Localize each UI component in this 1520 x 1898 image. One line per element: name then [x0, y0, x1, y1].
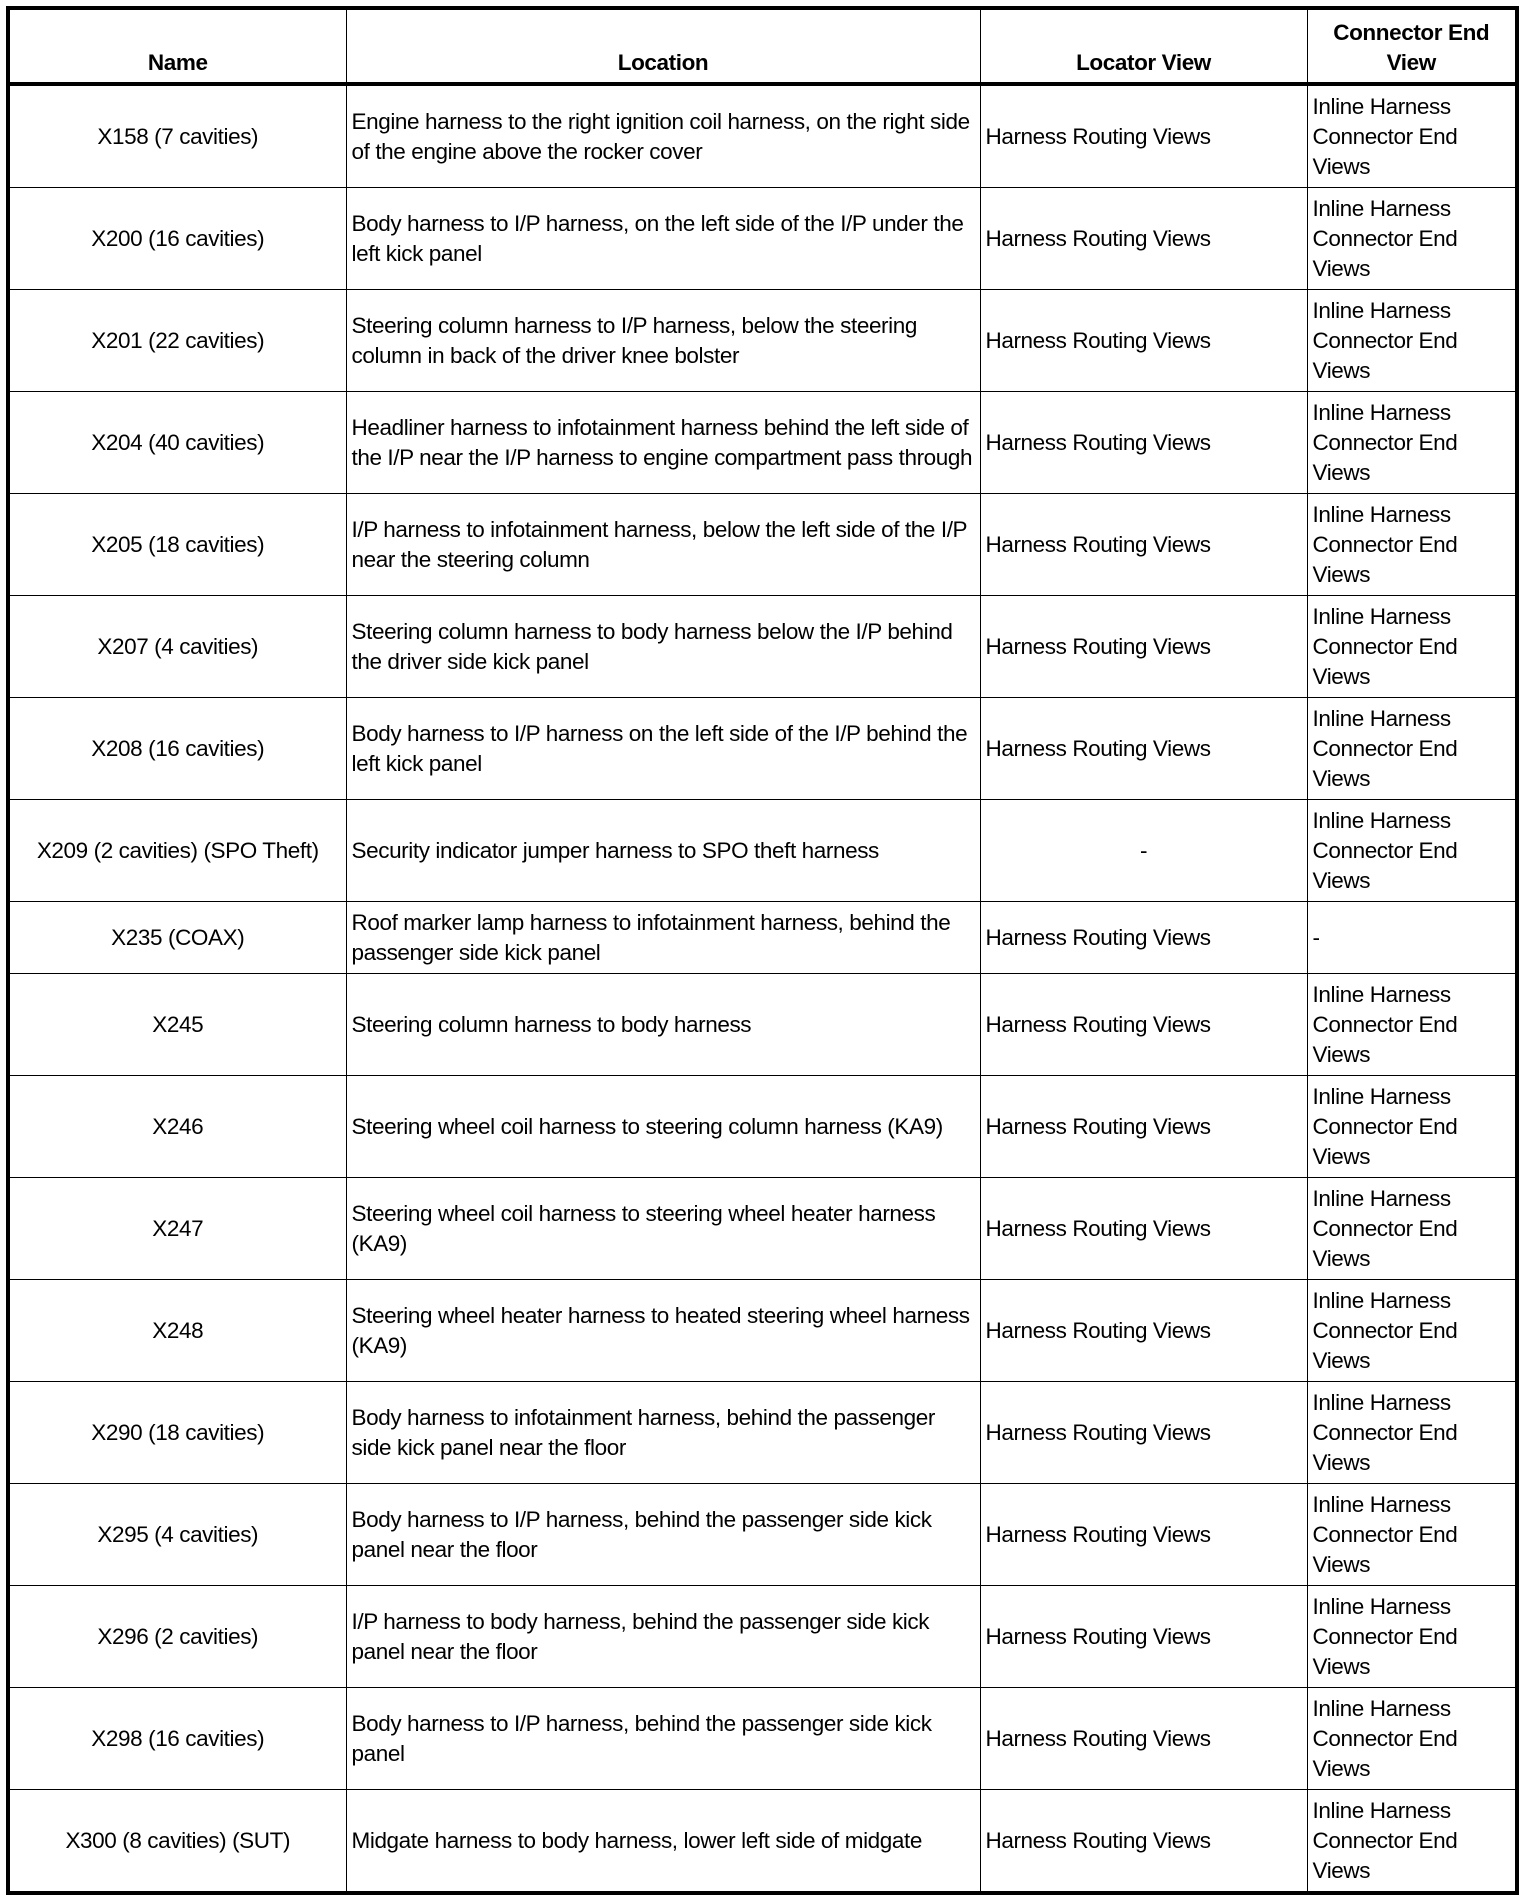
table-row — [8, 1586, 1517, 1688]
connector-end-view-cell: Inline Harness Connector End Views — [1307, 1382, 1517, 1484]
table-row — [8, 902, 1517, 974]
connector-name: X201 (22 cavities) — [8, 290, 346, 392]
locator-view-cell: Harness Routing Views — [980, 902, 1307, 974]
location-cell: Steering column harness to body harness — [346, 974, 980, 1076]
location-cell: Steering column harness to body harness below the I/P behind the driver side kick panel — [346, 596, 980, 698]
locator-view-cell: Harness Routing Views — [980, 188, 1307, 290]
location-cell: Roof marker lamp harness to infotainment harness, behind the passenger side kick panel — [346, 902, 980, 974]
header-location: Location — [346, 8, 980, 84]
connector-name: X235 (COAX) — [8, 902, 346, 974]
connector-end-view-cell: Inline Harness Connector End Views — [1307, 800, 1517, 902]
table-row — [8, 974, 1517, 1076]
locator-view-cell: Harness Routing Views — [980, 84, 1307, 188]
locator-view-cell: Harness Routing Views — [980, 1178, 1307, 1280]
connector-name: X207 (4 cavities) — [8, 596, 346, 698]
connector-end-view-cell: Inline Harness Connector End Views — [1307, 290, 1517, 392]
connector-name: X208 (16 cavities) — [8, 698, 346, 800]
connector-name: X245 — [8, 974, 346, 1076]
connector-name: X295 (4 cavities) — [8, 1484, 346, 1586]
locator-view-cell: Harness Routing Views — [980, 1076, 1307, 1178]
location-cell: Body harness to I/P harness on the left side of the I/P behind the left kick panel — [346, 698, 980, 800]
connector-name: X204 (40 cavities) — [8, 392, 346, 494]
location-cell: Steering wheel heater harness to heated steering wheel harness (KA9) — [346, 1280, 980, 1382]
location-cell: I/P harness to body harness, behind the passenger side kick panel near the floor — [346, 1586, 980, 1688]
table-row — [8, 1280, 1517, 1382]
connector-end-view-cell: Inline Harness Connector End Views — [1307, 1586, 1517, 1688]
locator-view-cell: Harness Routing Views — [980, 290, 1307, 392]
connector-end-view-cell: Inline Harness Connector End Views — [1307, 1076, 1517, 1178]
connector-end-view-cell: Inline Harness Connector End Views — [1307, 392, 1517, 494]
table-row — [8, 188, 1517, 290]
locator-view-cell: - — [980, 800, 1307, 902]
locator-view-cell: Harness Routing Views — [980, 1688, 1307, 1790]
table-row — [8, 84, 1517, 188]
locator-view-cell: Harness Routing Views — [980, 1280, 1307, 1382]
connector-end-view-cell: Inline Harness Connector End Views — [1307, 494, 1517, 596]
locator-view-cell: Harness Routing Views — [980, 596, 1307, 698]
location-cell: Steering wheel coil harness to steering wheel heater harness (KA9) — [346, 1178, 980, 1280]
locator-view-cell: Harness Routing Views — [980, 1586, 1307, 1688]
location-cell: Body harness to I/P harness, behind the passenger side kick panel near the floor — [346, 1484, 980, 1586]
table-row — [8, 800, 1517, 902]
connector-name: X298 (16 cavities) — [8, 1688, 346, 1790]
table-row — [8, 1688, 1517, 1790]
connector-end-view-cell: Inline Harness Connector End Views — [1307, 1484, 1517, 1586]
connector-table — [6, 6, 1519, 1895]
connector-name: X200 (16 cavities) — [8, 188, 346, 290]
connector-end-view-cell: Inline Harness Connector End Views — [1307, 974, 1517, 1076]
table-row — [8, 494, 1517, 596]
location-cell: Body harness to I/P harness, behind the passenger side kick panel — [346, 1688, 980, 1790]
locator-view-cell: Harness Routing Views — [980, 1382, 1307, 1484]
connector-name: X300 (8 cavities) (SUT) — [8, 1790, 346, 1894]
table-row — [8, 698, 1517, 800]
locator-view-cell: Harness Routing Views — [980, 1484, 1307, 1586]
connector-end-view-cell: Inline Harness Connector End Views — [1307, 596, 1517, 698]
locator-view-cell: Harness Routing Views — [980, 1790, 1307, 1894]
connector-end-view-cell: - — [1307, 902, 1517, 974]
connector-end-view-cell: Inline Harness Connector End Views — [1307, 698, 1517, 800]
table-row — [8, 290, 1517, 392]
connector-name: X296 (2 cavities) — [8, 1586, 346, 1688]
connector-name: X158 (7 cavities) — [8, 84, 346, 188]
header-connector-end-view: Connector End View — [1307, 8, 1517, 84]
connector-name: X205 (18 cavities) — [8, 494, 346, 596]
location-cell: Body harness to infotainment harness, behind the passenger side kick panel near the floor — [346, 1382, 980, 1484]
location-cell: Steering wheel coil harness to steering column harness (KA9) — [346, 1076, 980, 1178]
connector-name: X247 — [8, 1178, 346, 1280]
table-row — [8, 1178, 1517, 1280]
location-cell: Midgate harness to body harness, lower left side of midgate — [346, 1790, 980, 1894]
connector-name: X290 (18 cavities) — [8, 1382, 346, 1484]
header-name: Name — [8, 8, 346, 84]
location-cell: Body harness to I/P harness, on the left side of the I/P under the left kick panel — [346, 188, 980, 290]
header-row — [8, 8, 1517, 84]
connector-end-view-cell: Inline Harness Connector End Views — [1307, 84, 1517, 188]
header-locator-view: Locator View — [980, 8, 1307, 84]
table-row — [8, 1382, 1517, 1484]
connector-name: X209 (2 cavities) (SPO Theft) — [8, 800, 346, 902]
location-cell: Steering column harness to I/P harness, below the steering column in back of the driver knee bolster — [346, 290, 980, 392]
location-cell: I/P harness to infotainment harness, below the left side of the I/P near the steering column — [346, 494, 980, 596]
connector-end-view-cell: Inline Harness Connector End Views — [1307, 1280, 1517, 1382]
location-cell: Headliner harness to infotainment harness behind the left side of the I/P near the I/P harness to engine compartment pass through — [346, 392, 980, 494]
table-row — [8, 1790, 1517, 1894]
locator-view-cell: Harness Routing Views — [980, 698, 1307, 800]
table-row — [8, 1076, 1517, 1178]
table-row — [8, 596, 1517, 698]
connector-name: X248 — [8, 1280, 346, 1382]
location-cell: Security indicator jumper harness to SPO theft harness — [346, 800, 980, 902]
connector-end-view-cell: Inline Harness Connector End Views — [1307, 1178, 1517, 1280]
connector-end-view-cell: Inline Harness Connector End Views — [1307, 188, 1517, 290]
table-row — [8, 1484, 1517, 1586]
location-cell: Engine harness to the right ignition coil harness, on the right side of the engine above the rocker cover — [346, 84, 980, 188]
table-row — [8, 392, 1517, 494]
locator-view-cell: Harness Routing Views — [980, 392, 1307, 494]
connector-end-view-cell: Inline Harness Connector End Views — [1307, 1688, 1517, 1790]
locator-view-cell: Harness Routing Views — [980, 974, 1307, 1076]
locator-view-cell: Harness Routing Views — [980, 494, 1307, 596]
connector-end-view-cell: Inline Harness Connector End Views — [1307, 1790, 1517, 1894]
connector-name: X246 — [8, 1076, 346, 1178]
